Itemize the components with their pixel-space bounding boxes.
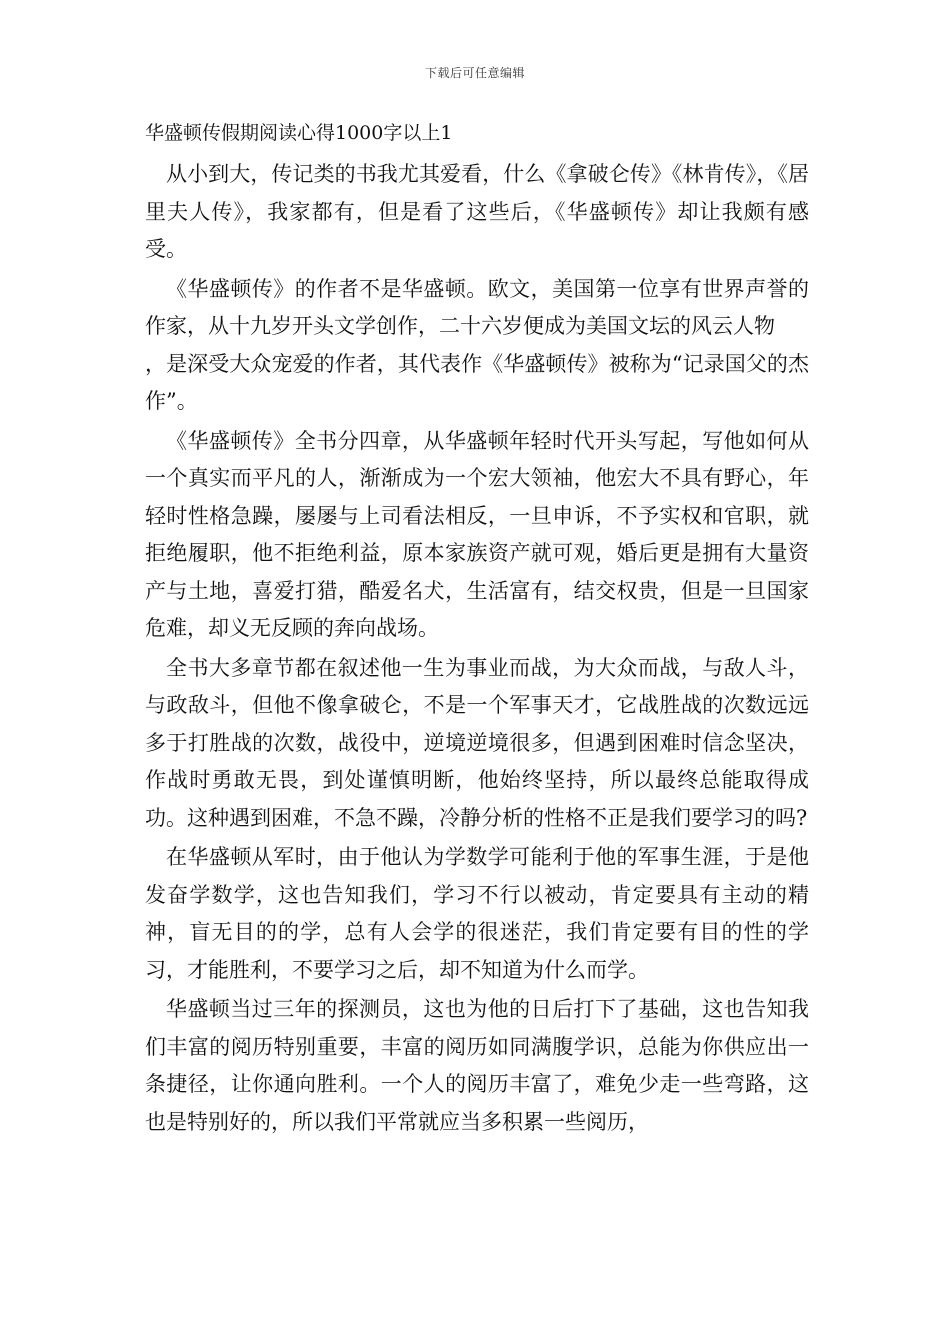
paragraph-1: 从小到大，传记类的书我尤其爱看，什么《拿破仑传》《林肯传》，《居里夫人传》，我家都有，但是看了这些后，《华盛顿传》却让我颇有感受。 (145, 162, 809, 261)
paragraph-2-continued: ，是深受大众宠爱的作者，其代表作《华盛顿传》被称为“记录国父的杰作”。 (145, 351, 809, 413)
paragraph-6: 华盛顿当过三年的探测员，这也为他的日后打下了基础，这也告知我们丰富的阅历特别重要，丰富的阅历如同满腹学识，总能为你供应出一条捷径，让你通向胜利。一个人的阅历丰富了，难免少走一些弯路，这也是特别好的，所以我们平常就应当多积累一些阅历， (145, 997, 809, 1134)
paragraph-5: 在华盛顿从军时，由于他认为学数学可能利于他的军事生涯，于是他发奋学数学，这也告知我们，学习不行以被动，肯定要具有主动的精神，盲无目的的学，总有人会学的很迷茫，我们肯定要有目的性的学习，才能胜利，不要学习之后，却不知道为什么而学。 (145, 845, 809, 982)
paragraph-4: 全书大多章节都在叙述他一生为事业而战，为大众而战，与敌人斗，与政敌斗，但他不像拿破仑，不是一个军事天才，它战胜战的次数远远多于打胜战的次数，战役中，逆境逆境很多，但遇到困难时信念坚决，作战时勇敢无畏，到处谨慎明断，他始终坚持，所以最终总能取得成功。这种遇到困难，不急不躁，冷静分析的性格不正是我们要学习的吗? (145, 655, 809, 830)
page-header: 下载后可任意编辑 (424, 66, 525, 80)
document-title: 华盛顿传假期阅读心得1000字以上1 (145, 122, 453, 144)
document-body (145, 118, 809, 1143)
paragraph-2: 《华盛顿传》的作者不是华盛顿。欧文，美国第一位享有世界声誉的作家，从十九岁开头文学创作，二十六岁便成为美国文坛的风云人物 (145, 276, 809, 338)
paragraph-3: 《华盛顿传》全书分四章，从华盛顿年轻时代开头写起，写他如何从一个真实而平凡的人，渐渐成为一个宏大领袖，他宏大不具有野心，年轻时性格急躁，屡屡与上司看法相反，一旦申诉，不予实权和官职，就拒绝履职，他不拒绝利益，原本家族资产就可观，婚后更是拥有大量资产与土地，喜爱打猎，酷爱名犬，生活富有，结交权贵，但是一旦国家危难，却义无反顾的奔向战场。 (145, 428, 809, 640)
